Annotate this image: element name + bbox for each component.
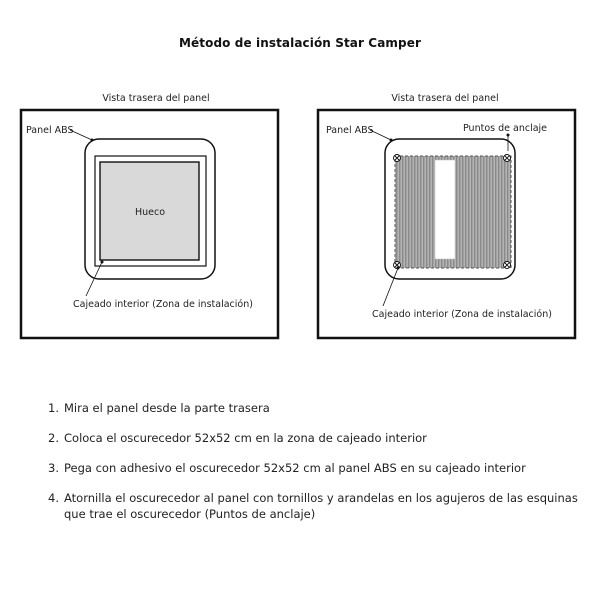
step-item	[48, 430, 578, 446]
right-recess-leader-dot	[397, 267, 400, 270]
step-item	[48, 400, 578, 416]
anchor-leader-dot	[507, 134, 510, 137]
step-text: Atornilla el oscurecedor al panel con tornillos y arandelas en los agujeros de las esquinas que trae el oscurecedor (Puntos de anclaje)	[64, 491, 578, 521]
left-diagram	[21, 110, 278, 338]
blind-window-strip	[435, 160, 455, 259]
left-abs-label: Panel ABS	[26, 125, 74, 136]
right-abs-label: Panel ABS	[326, 125, 374, 136]
left-recess-leader-dot	[101, 261, 104, 264]
step-number: 3.	[48, 461, 59, 475]
step-item	[48, 490, 578, 522]
right-abs-leader-dot	[390, 139, 393, 142]
right-diagram	[318, 110, 575, 338]
step-number: 1.	[48, 401, 59, 415]
anchor-point-top-left	[394, 155, 401, 162]
instruction-steps	[48, 400, 578, 536]
hole-label: Hueco	[134, 207, 166, 218]
step-text: Mira el panel desde la parte trasera	[64, 401, 270, 415]
page-title: Método de instalación Star Camper	[179, 36, 421, 50]
left-abs-leader-dot	[91, 139, 94, 142]
anchor-point-bottom-right	[504, 262, 511, 269]
step-item	[48, 460, 578, 476]
step-number: 2.	[48, 431, 59, 445]
anchor-point-top-right	[504, 155, 511, 162]
right-recess-label: Cajeado interior (Zona de instalación)	[372, 309, 552, 320]
step-text: Pega con adhesivo el oscurecedor 52x52 cm al panel ABS en su cajeado interior	[64, 461, 526, 475]
step-text: Coloca el oscurecedor 52x52 cm en la zona de cajeado interior	[64, 431, 427, 445]
anchor-points-label: Puntos de anclaje	[463, 123, 548, 134]
step-number: 4.	[48, 491, 59, 505]
left-panel-caption: Vista trasera del panel	[102, 93, 210, 104]
left-recess-label: Cajeado interior (Zona de instalación)	[73, 299, 253, 310]
right-panel-caption: Vista trasera del panel	[391, 93, 499, 104]
